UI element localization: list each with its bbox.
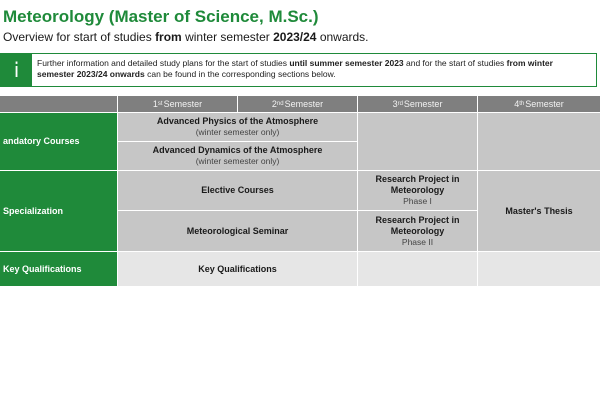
header-semester-4: 4 th Semester <box>478 96 600 112</box>
empty-cell-sem4-key <box>478 252 600 286</box>
research-project-phase-2: Research Project in Meteorology Phase II <box>358 211 477 251</box>
course-elective: Elective Courses <box>118 171 357 210</box>
header-corner <box>0 96 117 112</box>
page-title: Meteorology (Master of Science, M.Sc.) <box>3 7 319 26</box>
header-semester-1: 1 st Semester <box>118 96 237 112</box>
research-project-phase-1: Research Project in Meteorology Phase I <box>358 171 477 210</box>
empty-cell-sem3-key <box>358 252 477 286</box>
course-advanced-dynamics: Advanced Dynamics of the Atmosphere (winter semester only) <box>118 142 357 170</box>
masters-thesis: Master's Thesis <box>478 171 600 251</box>
empty-cell-sem4-mandatory <box>478 113 600 170</box>
category-mandatory: andatory Courses <box>0 113 117 170</box>
category-specialization: Specialization <box>0 171 117 251</box>
info-icon: i <box>1 54 32 86</box>
course-seminar: Meteorological Seminar <box>118 211 357 251</box>
header-semester-2: 2 nd Semester <box>238 96 357 112</box>
course-advanced-physics: Advanced Physics of the Atmosphere (winter semester only) <box>118 113 357 141</box>
category-key-qualifications: Key Qualifications <box>0 252 117 286</box>
course-key-qualifications: Key Qualifications <box>118 252 357 286</box>
empty-cell-sem3-mandatory <box>358 113 477 170</box>
header-semester-3: 3 rd Semester <box>358 96 477 112</box>
info-text: Further information and detailed study plans for the start of studies until summer semester 2023 and for the start of studies from winter semester 2023/24 onwards can be found in the corresponding sections below. <box>37 58 553 79</box>
info-box <box>0 53 597 87</box>
page-subtitle: Overview for start of studies from winter semester 2023/24 onwards. <box>3 30 369 44</box>
